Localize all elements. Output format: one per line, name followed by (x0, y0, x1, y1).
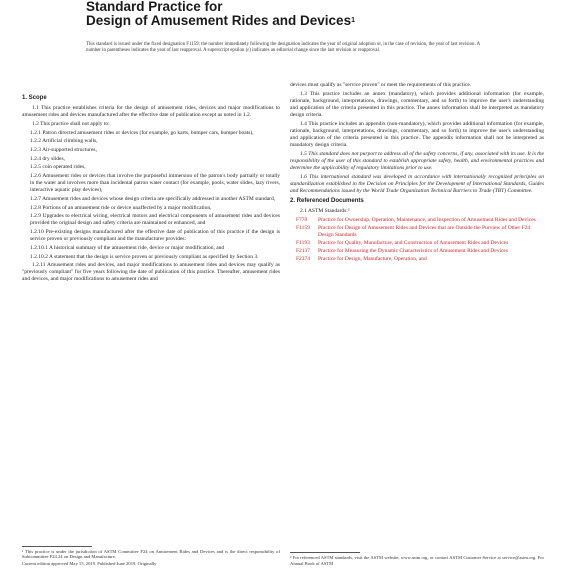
footnote-left-list (22, 549, 280, 567)
document-title (86, 0, 506, 28)
title-line-1: Standard Practice for (86, 0, 223, 14)
reference-link[interactable] (296, 248, 544, 255)
paragraph: 1.6 This international standard was developed in accordance with internationally recognized principles on standardization established in the Decision on Principles for the Development of International Standards, Guides and Recommendations issued by the World Trade Organization Technical Barriers to Trade (TBT) Committee. (290, 173, 544, 194)
paragraph: 1.2.7 Amusement rides and devices whose design criteria are specifically addressed in another ASTM standard, (30, 195, 276, 202)
reference-code: F1193 (296, 239, 310, 246)
paragraph: 1.2.11 Amusement rides and devices, and major modifications to amusement rides and devices may qualify as "previously compliant" for five years following the date of publication of this practice. Thereafter, amusement rides and devices, and major modifications to amusement rides and (22, 262, 280, 283)
paragraph: 1.2.9 Upgrades to electrical wiring, electrical motors and electrical components of amusement rides and devices provided the original design and safety criteria are maintained or enhanced, and (30, 213, 280, 227)
paragraph: 1.2.10.2 A statement that the design is service proven or previously compliant as specified by Section 3. (30, 253, 259, 260)
paragraph: 1.4 This practice includes an appendix (non-mandatory), which provides additional information (for example, rationale, background, interpretations, drawings, commentary, and so forth) to improve the user's understanding and application of the criteria presented in this practice. The appendix information shall not be interpreted as mandatory design criteria. (290, 120, 544, 148)
section-heading-referenced-documents: 2. Referenced Documents (290, 197, 364, 204)
reference-title: Practice for Design of Amusement Rides and Devices that are Outside the Purview of Other F24 Design Standards (318, 224, 531, 238)
paragraph: 1.2 This practice shall not apply to: (32, 120, 110, 127)
paragraph: 1.1 This practice establishes criteria for the design of amusement rides, devices and major modifications to amusement rides and devices manufactured after the effective date of publication except as noted in 1.2. (22, 105, 280, 119)
paragraph: 1.2.6 Amusement rides or devices that involve the purposeful immersion of the patron's body partially or totally in the water and involves more than incidental patron water contact (for example, pools, water slides, lazy rivers, interactive aquatic play devices), (30, 173, 280, 194)
paragraph: 1.2.5 coin operated rides, (30, 164, 86, 171)
reference-title: Practice for Design, Manufacture, Operation, and (318, 255, 427, 262)
paragraph: devices must qualify as "service proven" or meet the requirements of this practice. (290, 82, 472, 88)
paragraph: 1.2.10.1 A historical summary of the amusement ride, device or major modification, and (30, 244, 225, 251)
designation-notice: This standard is issued under the fixed designation F1159; the number immediately following the designation indicates the year of original adoption or, in the case of revision, the year of last revision. A number in parentheses indicates the year of last reapproval. A superscript epsilon (ε) indicates an editorial change since the last revision or reapproval. (86, 42, 480, 54)
reference-title: Practice for Ownership, Operation, Maintenance, and Inspection of Amusement Rides and Devices (318, 216, 536, 223)
reference-link[interactable] (296, 225, 544, 239)
left-column (22, 92, 280, 285)
astm-standards-line: 2.1 ASTM Standards:² (300, 207, 350, 214)
reference-link[interactable] (296, 240, 544, 247)
paragraph: 1.2.10 Pre-existing designs manufactured after the effective date of publication of this practice if the design is service proven or previously compliant and the manufacturer provides: (30, 229, 280, 243)
title-line-2 (86, 14, 506, 28)
right-paragraphs (290, 82, 544, 195)
footnote-right-list (290, 555, 544, 567)
reference-list (290, 217, 544, 263)
reference-title: Practice for Quality, Manufacture, and Construction of Amusement Rides and Devices (318, 239, 509, 246)
paragraph: 1.3 This practice includes an annex (mandatory), which provides additional information (for example, rationale, background, interpretations, drawings, commentary, and so forth) to improve the user's understanding and application of the criteria presented in this practice. The annex information shall be interpreted as mandatory design criteria. (290, 90, 544, 118)
footnote-rule (22, 546, 92, 547)
paragraph: 1.2.8 Portions of an amusement ride or device unaffected by a major modification, (30, 204, 212, 211)
footnote: ¹ This practice is under the jurisdiction of ASTM Committee F24 on Amusement Rides and Devices and is the direct responsibility of Subcommittee F24.24 on Design and Manufacture. (22, 548, 280, 560)
footnote-rule (290, 552, 360, 553)
section-heading-scope: 1. Scope (22, 95, 47, 101)
paragraph: 1.2.2 Artificial climbing walls, (30, 138, 98, 145)
reference-code: F1159 (296, 224, 310, 231)
right-column (290, 82, 544, 264)
paragraph: 1.2.4 dry slides, (30, 155, 65, 162)
left-paragraphs (22, 105, 280, 283)
footnotes-left (22, 546, 280, 568)
footnote: ² For referenced ASTM standards, visit the ASTM website, www.astm.org, or contact ASTM Customer Service at service@astm.org. For Annual Book of ASTM (290, 555, 544, 567)
reference-code: F770 (296, 216, 308, 223)
reference-link[interactable] (296, 217, 544, 224)
reference-code: F2137 (296, 247, 311, 254)
footnote: Current edition approved May 15, 2019. Published June 2019. Originally (22, 561, 157, 567)
paragraph: 1.2.1 Patron directed amusement rides or devices (for example, go karts, bumper cars, bumper boats), (30, 129, 254, 136)
footnotes-right (290, 552, 544, 568)
paragraph: 1.5 This standard does not purport to address all of the safety concerns, if any, associated with its use. It is the responsibility of the user of this standard to establish appropriate safety, health, and environmental practices and determine the applicability of regulatory limitations prior to use. (290, 150, 544, 171)
reference-title: Practice for Measuring the Dynamic Characteristics of Amusement Rides and Devices (318, 247, 508, 254)
reference-code: F2374 (296, 255, 311, 262)
paragraph: 1.2.3 Air-supported structures, (30, 146, 97, 153)
title-text: Design of Amusement Rides and Devices (86, 13, 352, 28)
title-footnote-mark: 1 (351, 17, 355, 24)
reference-link[interactable] (296, 256, 544, 263)
